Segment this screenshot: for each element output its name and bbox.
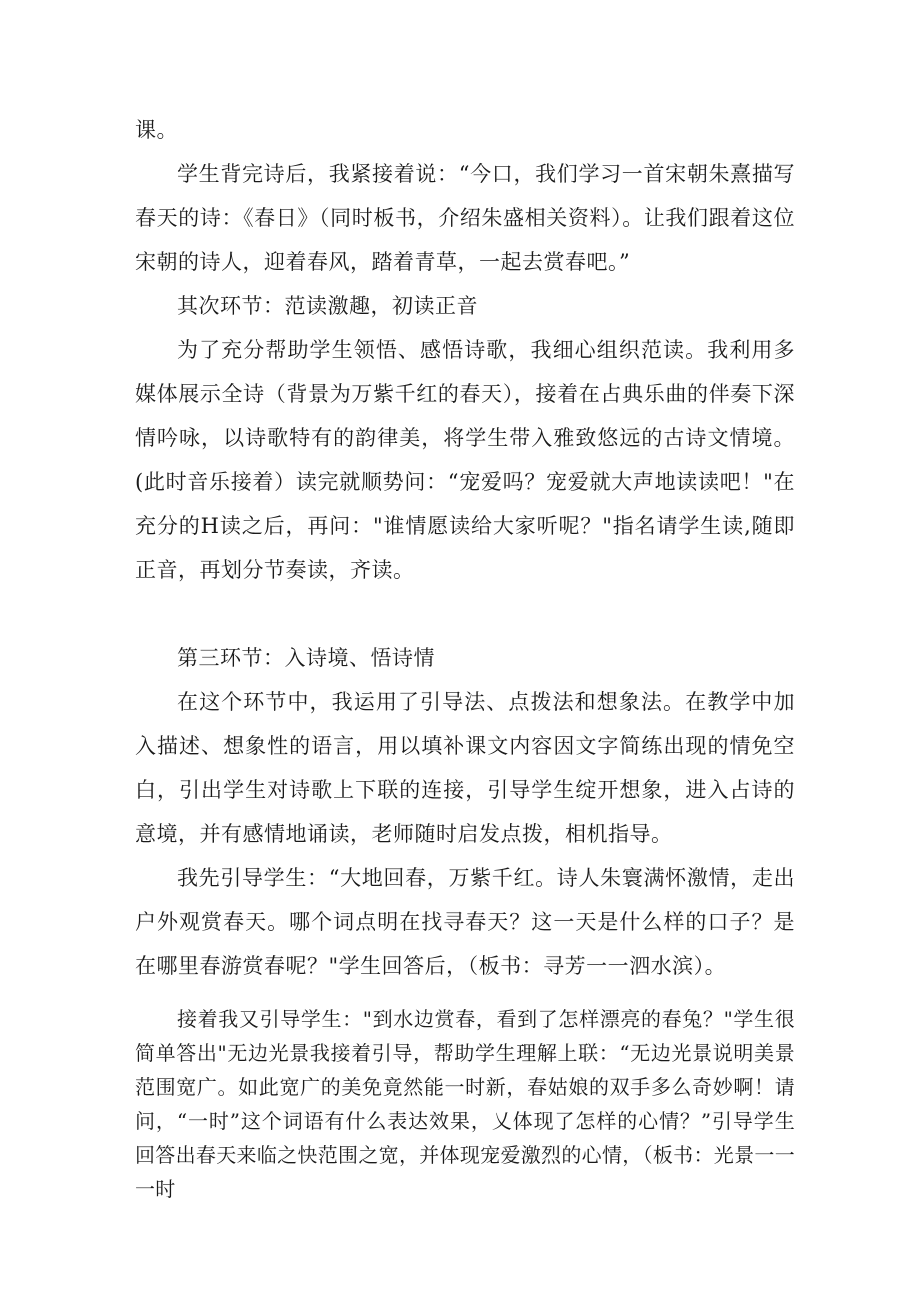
- paragraph-model-reading: 为了充分帮助学生领悟、感悟诗歌，我细心组织范读。我利用多媒体展示全诗（背景为万紫千红的春天），接着在占典乐曲的伴奏下深情吟咏，以诗歌特有的韵律美，将学生带入雅致悠远的古诗文情境。(此时音乐接着）读完就顺势问：“宠爱吗？宠爱就大声地读读吧！"在充分的H读之后，再问："谁情愿读给大家听呢？"指名请学生读,随即正音，再划分节奏读，齐读。: [135, 338, 795, 582]
- paragraph-introduction: 学生背完诗后，我紧接着说：“今口，我们学习一首宋朝朱熹描写春天的诗：《春日》（同时板书，介绍朱盛相关资料）。让我们跟着这位宋朝的诗人，迎着春风，踏着青草，一起去赏春吧。”: [135, 162, 795, 274]
- section-heading-third: 第三环节：入诗境、悟诗情: [177, 646, 435, 670]
- paragraph-guidance-one: 我先引导学生：“大地回春，万紫千红。诗人朱寰满怀激情，走出户外观赏春天。哪个词点明在找寻春天？这一天是什么样的口子？是在哪里春游赏春呢？"学生回答后，（板书：寻芳一一泗水滨）。: [135, 866, 795, 978]
- paragraph-teaching-methods: 在这个环节中，我运用了引导法、点拨法和想象法。在教学中加入描述、想象性的语言，用以填补课文内容因文字简练出现的情免空白，引出学生对诗歌上下联的连接，引导学生绽开想象，进入占诗的意境，并有感情地诵读，老师随时启发点拨，相机指导。: [135, 690, 795, 846]
- section-heading-second: 其次环节：范读激趣，初读正音: [177, 294, 478, 318]
- paragraph-guidance-two: 接着我又引导学生："到水边赏春，看到了怎样漂亮的春兔？"学生很简单答出"无边光景我接着引导，帮助学生理解上联：“无边光景说明美景范围宽广。如此宽广的美免竟然能一时新，春姑娘的双手多么奇妙啊！请问，“一时”这个词语有什么表达效果，乂体现了怎样的心情？”引导学生回答出春天来临之快范围之宽，并体现宠爱激烈的心情，（板书：光景一一一时: [135, 1007, 795, 1201]
- paragraph-continuation: 课。: [135, 118, 178, 142]
